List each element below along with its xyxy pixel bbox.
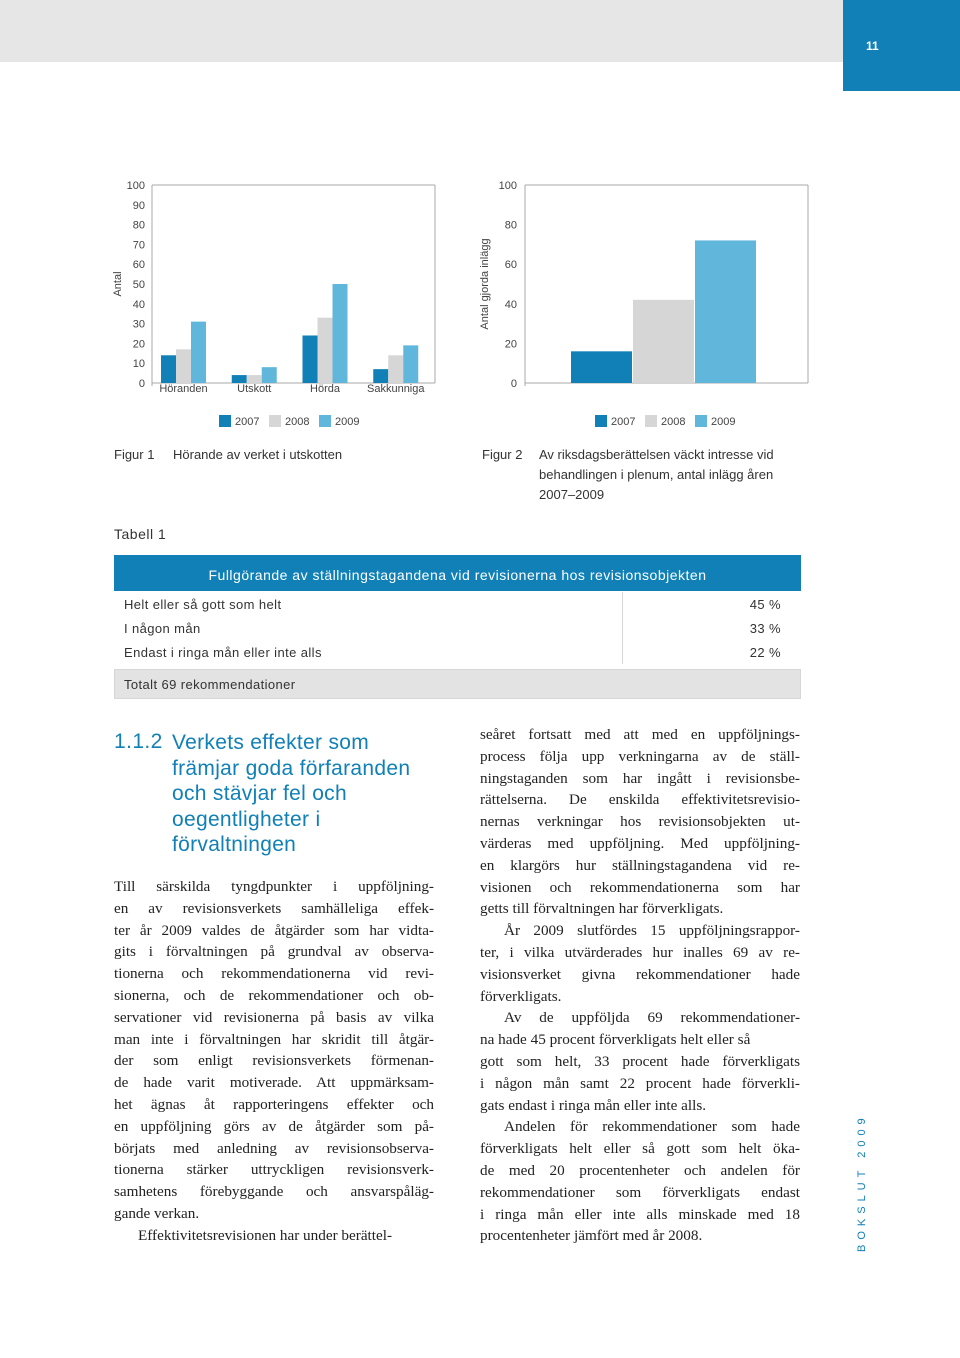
text-line: i ringa mån eller inte alls minskade med 18 [480, 1205, 800, 1223]
text-line: en av revisionsverkets samhälleliga effek- [114, 899, 434, 917]
x-tick-label: Sakkunniga [367, 383, 425, 395]
y-tick-label: 70 [132, 239, 145, 252]
bar-Utskott-2009 [262, 367, 277, 383]
page-number: 11 [866, 39, 879, 53]
legend-swatch-2007 [219, 415, 231, 427]
text-line: ningstaganden som har ingått i revisionsbe- [480, 769, 800, 787]
figure-1-caption-label: Figur 1 [114, 447, 155, 462]
bar-Höranden-2008 [176, 349, 191, 383]
legend-label-2009: 2009 [335, 416, 360, 428]
text-line: getts till förvaltningen har förverkligats. [480, 900, 724, 918]
figure-2-caption-label: Figur 2 [482, 447, 523, 462]
section-title [172, 730, 410, 858]
text-line: Andelen för rekommendationer som hade [504, 1118, 800, 1136]
text-line: servationer vid revisionerna på basis av vilka [114, 1008, 434, 1026]
legend-label-2008: 2008 [661, 416, 686, 428]
bar-Utskott-2008 [247, 375, 262, 383]
text-line: nernas verkningar hos revisionsobjekten ut- [480, 813, 800, 831]
bar-Utskott-2007 [232, 375, 247, 383]
text-line: Effektivitetsrevisionen har under berättel- [138, 1226, 393, 1244]
column-divider [622, 616, 623, 640]
y-tick-label: 100 [126, 180, 145, 192]
text-line: ter, i vilka utvärderades hur inalles 69 av re- [480, 943, 800, 961]
text-line: i någon mån samt 22 procent hade förverkli- [480, 1074, 800, 1092]
x-tick-label: Höranden [159, 383, 208, 395]
text-line: tionerna och rekommendationerna vid revi- [114, 965, 434, 983]
bar-Hörda-2007 [303, 335, 318, 383]
text-line: gits i förvaltningen på grundval av observa- [114, 943, 434, 961]
text-line: förverkligats. [480, 987, 562, 1005]
text-line: gott som helt, 33 procent hade förverkligats [480, 1052, 800, 1070]
text-line: visionsverket givna rekommendationer hade [480, 965, 800, 983]
y-tick-label: 20 [132, 338, 145, 351]
legend-label-2007: 2007 [235, 416, 260, 428]
text-line: Av de uppföljda 69 rekommendationer- [504, 1009, 800, 1027]
title-line: förvaltningen [172, 833, 297, 856]
y-tick-label: 90 [132, 199, 145, 212]
text-line: rättelserna. De enskilda effektivitetsrevisio- [480, 791, 800, 809]
text-line: samhetens förebyggande och ansvarspåläg- [114, 1183, 434, 1201]
y-tick-label: 50 [132, 279, 145, 291]
table-footer-text: Totalt 69 rekommendationer [124, 677, 296, 692]
row-value: 45 % [749, 597, 781, 612]
y-tick-label: 30 [132, 318, 145, 331]
table-1 [114, 555, 801, 699]
y-tick-label: 100 [498, 180, 517, 192]
text-line: börjats med anledning av revisionsobserva- [114, 1139, 434, 1157]
table-row [114, 640, 801, 664]
text-line: en uppföljning görs av de åtgärder som på- [114, 1117, 434, 1135]
text-line: ter år 2009 valdes de åtgärder som har vidta- [114, 921, 434, 939]
text-line: procentenheter jämfört med år 2008. [480, 1227, 703, 1245]
row-value: 22 % [749, 645, 781, 660]
figure-2-chart [475, 175, 815, 435]
table-footer [114, 669, 801, 699]
y-tick-label: 60 [504, 259, 517, 272]
figure-2-caption [539, 445, 774, 505]
y-tick-label: 60 [132, 259, 145, 272]
bar-2008 [633, 300, 694, 383]
text-line: process följa upp verkningarna av de ställ- [480, 747, 800, 765]
y-tick-label: 0 [138, 378, 145, 390]
y-tick-label: 0 [510, 378, 517, 390]
left-column-text [114, 876, 434, 1247]
text-line: värderas med uppföljning. Med uppföljning- [480, 834, 800, 852]
text-line: sionerna, och de rekommendationer och ob- [114, 986, 434, 1004]
bar-Sakkunniga-2007 [373, 369, 388, 383]
x-tick-label: Hörda [310, 383, 340, 395]
text-line: de med 20 procentenheter och andelen för [480, 1161, 800, 1179]
section-number: 1.1.2 [114, 730, 163, 753]
legend-swatch-2008 [269, 415, 281, 427]
bar-Sakkunniga-2009 [403, 345, 418, 383]
bar-Höranden-2009 [191, 322, 206, 383]
caption-line: 2007–2009 [539, 487, 605, 502]
text-line: en klargörs hur ställningstagandena vid re- [480, 856, 800, 874]
y-tick-label: 40 [504, 298, 517, 311]
column-divider [622, 640, 623, 664]
table-row [114, 592, 801, 616]
row-value: 33 % [749, 621, 781, 636]
y-tick-label: 20 [504, 338, 517, 351]
y-axis-label: Antal gjorda inlägg [479, 238, 491, 330]
table-header: Fullgörande av ställningstagandena vid revisionerna hos revisionsobjekten [114, 555, 801, 591]
row-label: Helt eller så gott som helt [124, 597, 282, 612]
text-line: gande verkan. [114, 1204, 200, 1222]
title-line: oegentligheter i [172, 807, 321, 831]
bar-Sakkunniga-2008 [388, 355, 403, 383]
page-number-box [843, 0, 960, 91]
y-tick-label: 40 [132, 298, 145, 311]
row-label: I någon mån [124, 621, 201, 636]
legend-label-2007: 2007 [611, 416, 636, 428]
text-line: het ägnas åt rapporteringens effekter och [114, 1095, 434, 1113]
legend-swatch-2009 [695, 415, 707, 427]
caption-line: behandlingen i plenum, antal inlägg åren [539, 467, 774, 482]
text-line: förverkligats helt eller så gott som helt öka- [480, 1140, 800, 1158]
title-line: Verkets effekter som [172, 731, 370, 754]
y-tick-label: 80 [132, 219, 145, 232]
y-axis-label: Antal [112, 271, 124, 297]
x-tick-label: Utskott [237, 383, 272, 395]
text-line: Till särskilda tyngdpunkter i uppföljning- [114, 878, 434, 895]
text-line: der som enligt revisionsverkets förmenan- [114, 1052, 434, 1070]
legend-swatch-2007 [595, 415, 607, 427]
table-row [114, 616, 801, 640]
y-tick-label: 10 [132, 358, 145, 371]
text-line: man inte i förvaltningen har skridit till åtgär- [114, 1030, 434, 1048]
title-line: främjar goda förfaranden [172, 756, 411, 780]
legend-label-2009: 2009 [711, 416, 736, 428]
text-line: de hade varit motiverade. Att uppmärksam- [114, 1074, 434, 1092]
text-line: tionerna stärker uttryckligen revisionsverk- [114, 1161, 434, 1179]
text-line: na hade 45 procent förverkligats helt eller så [480, 1031, 751, 1049]
table-label: Tabell 1 [114, 526, 167, 542]
bar-2009 [695, 240, 756, 383]
text-line: gats endast i ringa mån eller inte alls. [480, 1096, 707, 1114]
legend-swatch-2008 [645, 415, 657, 427]
right-column-text [480, 724, 800, 1247]
row-label: Endast i ringa mån eller inte alls [124, 645, 322, 660]
side-label: BOKSLUT 2009 [856, 1113, 868, 1252]
text-line: visionen och rekommendationerna som har [480, 878, 800, 896]
legend-label-2008: 2008 [285, 416, 310, 428]
column-divider [622, 592, 623, 616]
text-line: År 2009 slutfördes 15 uppföljningsrappor- [504, 922, 800, 940]
header-bar [0, 0, 843, 62]
text-line: rekommendationer som förverkligats endast [480, 1183, 800, 1201]
bar-2007 [571, 351, 632, 383]
title-line: och stävjar fel och [172, 782, 347, 805]
legend-swatch-2009 [319, 415, 331, 427]
figure-1-chart [105, 175, 445, 435]
bar-Hörda-2008 [318, 318, 333, 383]
caption-line: Av riksdagsberättelsen väckt intresse vid [539, 447, 774, 462]
bar-Hörda-2009 [333, 284, 348, 383]
y-tick-label: 80 [504, 219, 517, 232]
bar-Höranden-2007 [161, 355, 176, 383]
text-line: seåret fortsatt med att med en uppföljnings- [480, 726, 800, 743]
figure-1-caption: Hörande av verket i utskotten [173, 447, 343, 462]
